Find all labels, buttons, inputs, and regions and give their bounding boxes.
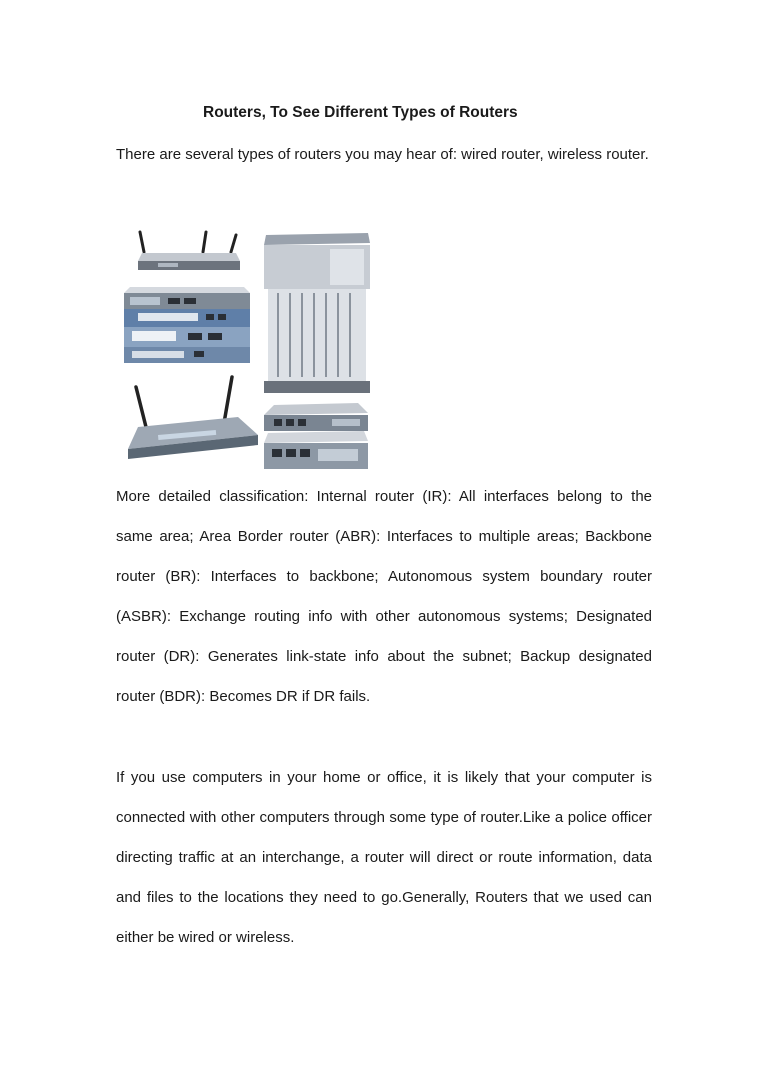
small-routers-stack — [264, 403, 368, 469]
router-devices-image — [118, 227, 374, 475]
large-chassis-router — [264, 233, 370, 393]
rack-routers-stack — [124, 287, 250, 363]
wireless-router — [128, 377, 258, 459]
paragraph-usage: If you use computers in your home or office, it is likely that your computer is connected with other computers through some type of router.Like a police officer directing traffic at an interchange, a router will direct or route information, data and files to the locations they need to go.Generally, Routers that we used can either be wired or wireless. — [116, 769, 652, 946]
page-title: Routers, To See Different Types of Routers — [203, 104, 518, 121]
paragraph-classification: More detailed classification: Internal router (IR): All interfaces belong to the same area; Area Border router (ABR): Interfaces to multiple areas; Backbone router (BR): Interfaces to backbone; Autonomous system boundary router (ASBR): Exchange routing info with other autonomous systems; Designated router (DR): Generates link-state info about the subnet; Backup designated router (BDR): Becomes DR if DR fails. — [116, 488, 652, 705]
small-router-top — [138, 232, 240, 270]
paragraph-intro: There are several types of routers you may hear of: wired router, wireless router. — [116, 146, 649, 163]
router-devices-photo-icon — [118, 227, 374, 475]
